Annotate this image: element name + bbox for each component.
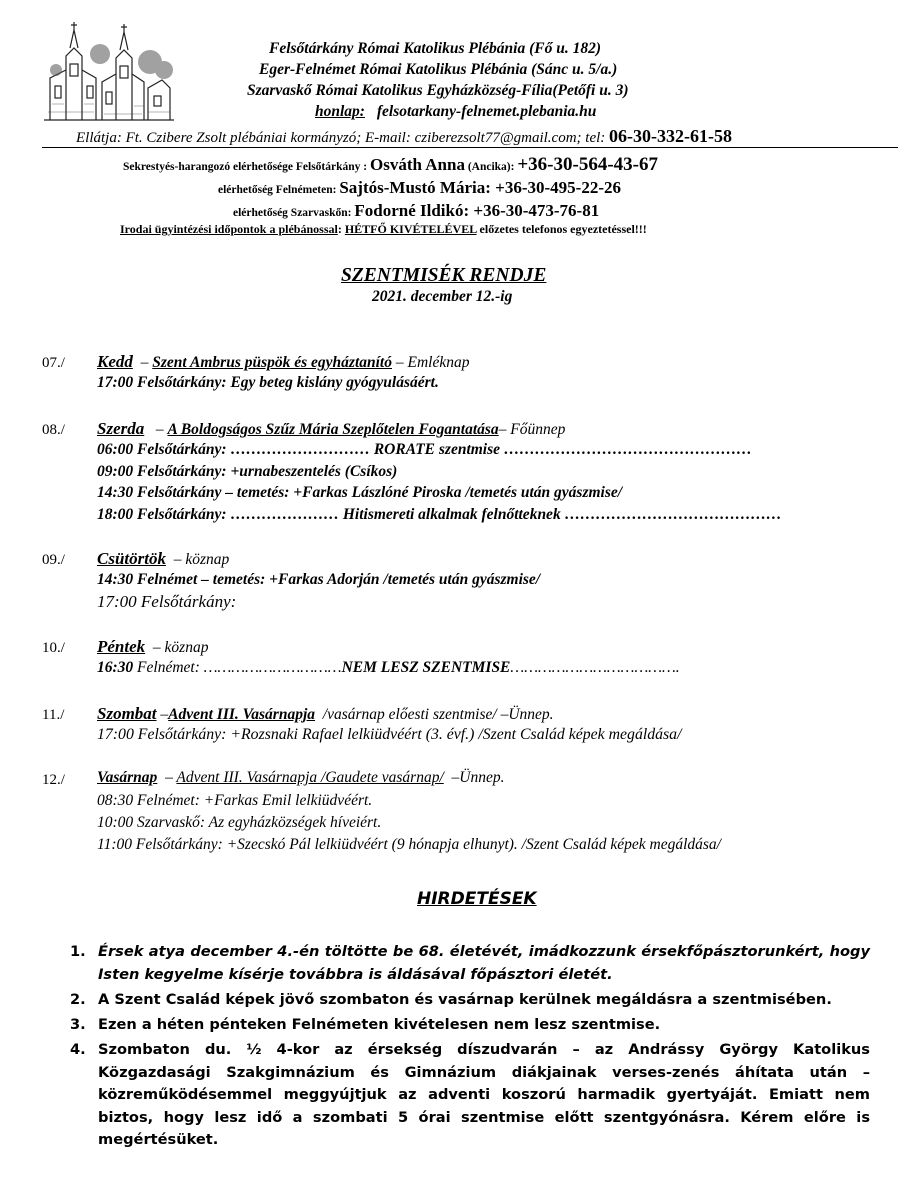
- sexton-phone: +36-30-564-43-67: [517, 154, 658, 175]
- separator: –: [156, 706, 169, 723]
- mass-dots: ……………………………….: [510, 659, 680, 676]
- day-name: Csütörtök: [97, 549, 166, 568]
- day-number-10: 10./: [42, 640, 65, 656]
- page-title: SZENTMISÉK RENDJE: [341, 265, 547, 286]
- day-header-10: [97, 637, 208, 657]
- website-line: [315, 103, 596, 121]
- mass-line: 17:00 Felsőtárkány: Egy beteg kislány gyógyulásáért.: [97, 374, 439, 391]
- feast-rank: /vasárnap előesti szentmise/ –Ünnep.: [315, 706, 554, 723]
- feast-rank: – Főünnep: [498, 421, 566, 438]
- parish-line-2: Eger-Felnémet Római Katolikus Plébánia (Sánc u. 5/a.): [259, 61, 618, 78]
- day-number-08: 08./: [42, 422, 65, 438]
- day-header-09: [97, 549, 229, 569]
- announcement-number: 1.: [70, 943, 86, 960]
- announcement-text: Szombaton du. ½ 4-kor az érsekség díszudvarán – az Andrássy György Katolikus Közgazdasági Szakgimnázium és Gimnázium diákjainak verses-zenés áhítata után – közreműködésemmel meggyújtjuk az adventi koszorú harmadik gyertyáját. Emiatt nem biztos, hogy lesz idő a szombati 5 órai szentmise előtt szentgyónásra. Kérem előre is megértésüket.: [98, 1041, 870, 1148]
- feast-name: Advent III. Vasárnapja: [168, 706, 316, 723]
- separator: –: [157, 769, 177, 786]
- church-logo: [44, 8, 174, 126]
- mass-line: 08:30 Felnémet: +Farkas Emil lelkiüdvéért.: [97, 792, 373, 809]
- mass-line: 06:00 Felsőtárkány: ……………………… RORATE szentmise …………………………………………: [97, 441, 752, 458]
- feast-name: Advent III. Vasárnapja /Gaudete vasárnap/: [176, 769, 444, 786]
- feast-name: A Boldogságos Szűz Mária Szeplőtelen Fogantatása: [167, 421, 499, 438]
- feast-rank: –Ünnep.: [443, 769, 505, 786]
- day-header-08: [97, 419, 565, 439]
- mass-line: 14:30 Felnémet – temetés: +Farkas Adorján /temetés után gyászmise/: [97, 571, 541, 588]
- day-number-12: 12./: [42, 772, 65, 788]
- feast-name: Szent Ambrus püspök és egyháztanító: [152, 354, 392, 371]
- page-subtitle: 2021. december 12.-ig: [372, 288, 513, 305]
- announcement-number: 4.: [70, 1041, 86, 1058]
- feast-rank: – köznap: [145, 639, 209, 656]
- office-hours-exception: HÉTFŐ KIVÉTELÉVEL: [344, 222, 477, 236]
- office-hours-note: előzetes telefonos egyeztetéssel!!!: [476, 222, 647, 236]
- day-name: Péntek: [97, 637, 146, 656]
- mass-line: 09:00 Felsőtárkány: +urnabeszentelés (Csíkos): [97, 463, 398, 480]
- parish-line-1: Felsőtárkány Római Katolikus Plébánia (Fő u. 182): [269, 40, 601, 57]
- day-number-09: 09./: [42, 552, 65, 568]
- day-header-11: [97, 704, 554, 724]
- mass-cancelled: NEM LESZ SZENTMISE: [341, 659, 511, 676]
- mass-line: 14:30 Felsőtárkány – temetés: +Farkas Lászlóné Piroska /temetés után gyászmise/: [97, 484, 623, 501]
- felnemet-value: Sajtós-Mustó Mária: +36-30-495-22-26: [339, 178, 621, 197]
- felnemet-contact: [218, 178, 621, 198]
- separator: –: [144, 421, 168, 438]
- mass-time: 16:30: [97, 659, 138, 676]
- feast-rank: – köznap: [165, 551, 230, 568]
- day-header-12: [97, 769, 504, 787]
- day-name: Szerda: [97, 419, 145, 438]
- szarvasko-contact: [233, 201, 599, 221]
- office-hours: [120, 222, 647, 237]
- announcement-text: Ezen a héten pénteken Felnémeten kivételesen nem lesz szentmise.: [98, 1016, 661, 1033]
- mass-line: 17:00 Felsőtárkány:: [97, 592, 237, 611]
- mass-place: Felnémet: …………………………: [137, 659, 342, 676]
- separator: –: [132, 354, 153, 371]
- szarvasko-value: Fodorné Ildikó: +36-30-473-76-81: [354, 201, 600, 220]
- announcement-text: A Szent Család képek jövő szombaton és vasárnap kerülnek megáldásra a szentmisében.: [98, 991, 832, 1008]
- day-name: Szombat: [97, 704, 157, 723]
- day-name: Vasárnap: [97, 769, 158, 786]
- mass-line: 10:00 Szarvaskő: Az egyházközségek híveiért.: [97, 814, 382, 831]
- announcement-3: [70, 1014, 870, 1037]
- office-hours-colon: :: [337, 222, 345, 236]
- parish-line-3: Szarvaskő Római Katolikus Egyházközség-Fília(Petőfi u. 3): [247, 82, 629, 99]
- feast-rank: – Emléknap: [392, 354, 470, 371]
- day-number-11: 11./: [42, 707, 65, 723]
- mass-line: 11:00 Felsőtárkány: +Szecskó Pál lelkiüdvéért (9 hónapja elhunyt). /Szent Család képek megáldása/: [97, 836, 721, 853]
- office-hours-label: Irodai ügyintézési időpontok a plébánossal: [120, 222, 338, 236]
- sexton-contact: [123, 154, 658, 176]
- day-name: Kedd: [97, 352, 133, 371]
- announcements-title: HIRDETÉSEK: [417, 889, 537, 909]
- announcement-number: 2.: [70, 991, 86, 1008]
- mass-line: 17:00 Felsőtárkány: +Rozsnaki Rafael lelkiüdvéért (3. évf.) /Szent Család képek megáldása/: [97, 726, 682, 743]
- announcement-1: [70, 941, 870, 986]
- mass-line: [97, 659, 680, 677]
- announcement-4: [70, 1039, 870, 1152]
- provider-phone: 06-30-332-61-58: [609, 126, 733, 146]
- mass-line: 18:00 Felsőtárkány: ………………… Hitismereti alkalmak felnőtteknek ……………………………………: [97, 506, 782, 523]
- website-value[interactable]: felsotarkany-felnemet.plebania.hu: [376, 103, 597, 120]
- header-divider: [42, 147, 898, 148]
- sexton-name: Osváth Anna: [370, 155, 465, 174]
- website-label: honlap:: [315, 103, 365, 120]
- provider-text: Ellátja: Ft. Czibere Zsolt plébániai kormányzó; E-mail: cziberezsolt77@gmail.com; tel:: [76, 130, 610, 146]
- day-number-07: 07./: [42, 355, 65, 371]
- provider-line: [76, 126, 732, 147]
- day-header-07: [97, 352, 469, 372]
- szarvasko-label: elérhetőség Szarvaskőn:: [233, 207, 355, 219]
- announcement-number: 3.: [70, 1016, 86, 1033]
- announcement-2: [70, 989, 870, 1012]
- sexton-nickname: (Ancika):: [464, 161, 518, 173]
- sexton-label: Sekrestyés-harangozó elérhetősége Felsőtárkány :: [123, 161, 370, 173]
- announcement-text: Érsek atya december 4.-én töltötte be 68. életévét, imádkozzunk érsekfőpásztorunkért, hogy Isten kegyelme kísérje továbbra is áldásával főpásztori életét.: [98, 943, 870, 983]
- felnemet-label: elérhetőség Felnémeten:: [218, 184, 340, 196]
